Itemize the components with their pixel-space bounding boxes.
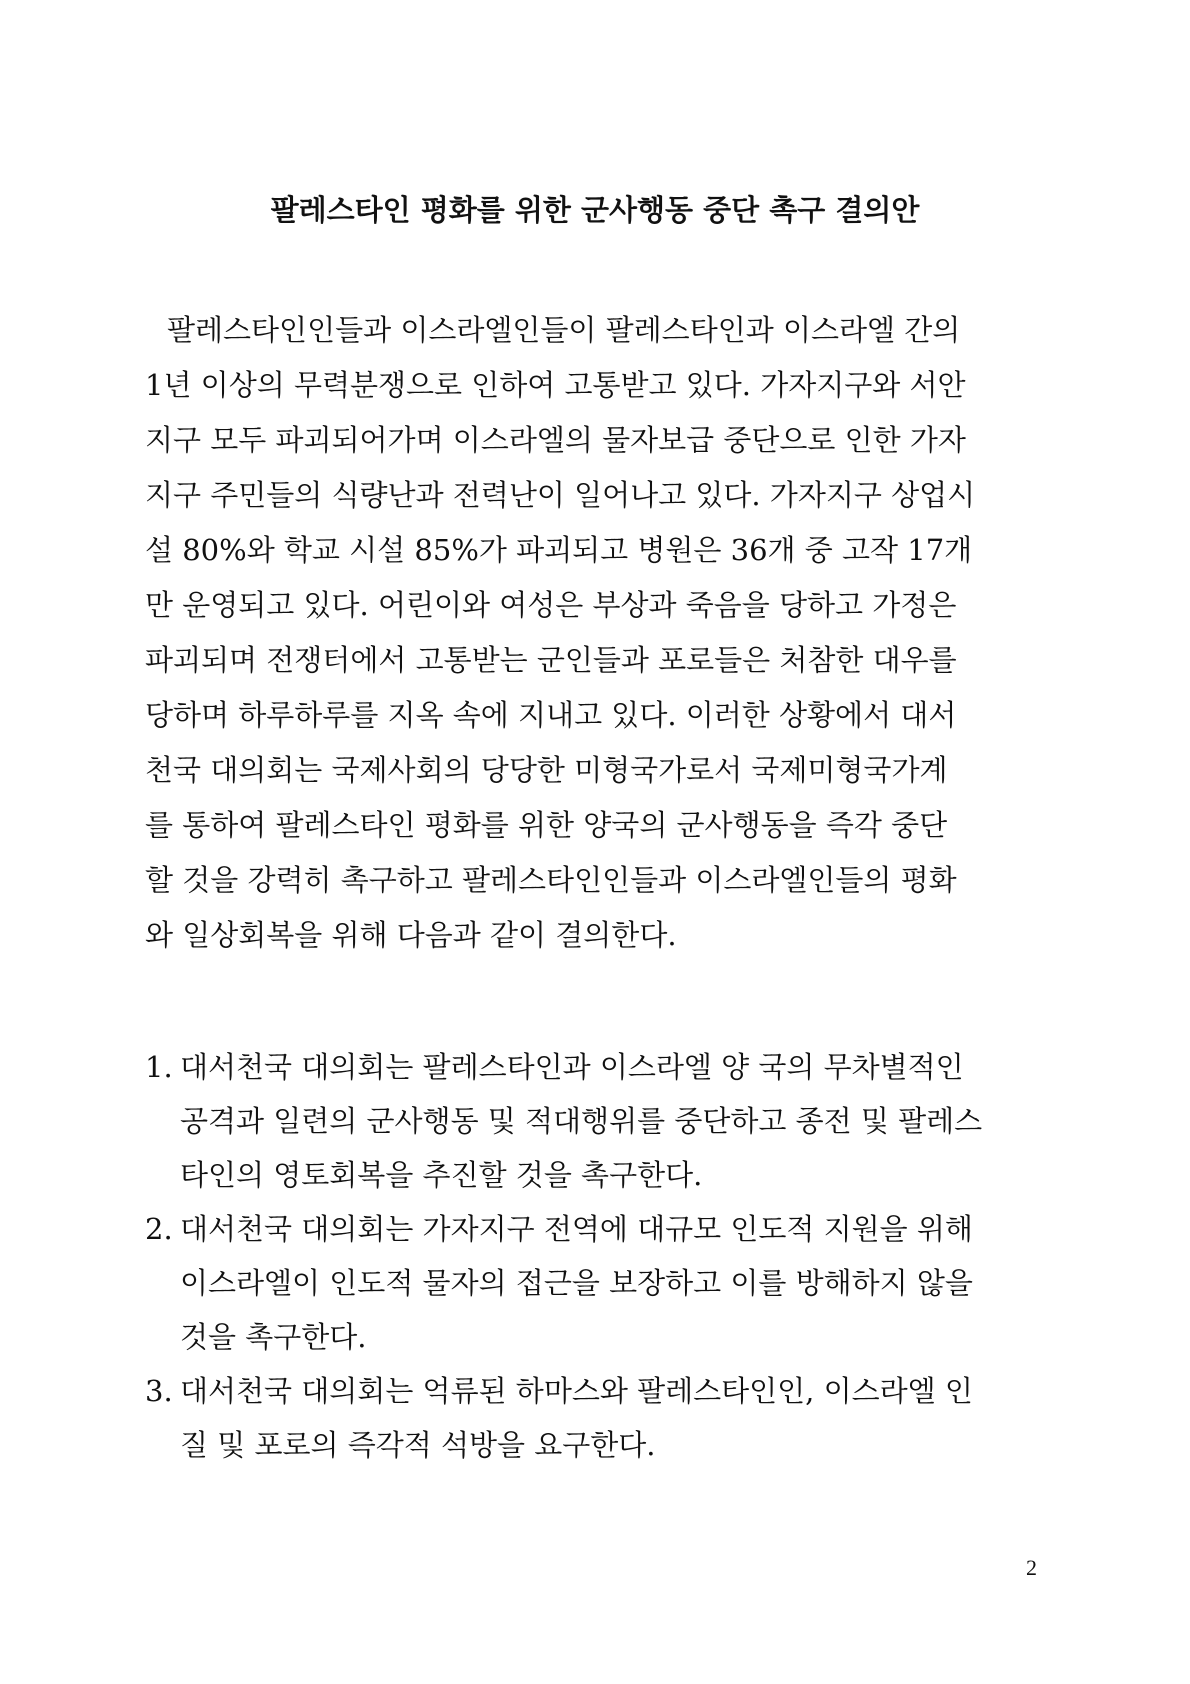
resolution-line: 공격과 일련의 군사행동 및 적대행위를 중단하고 종전 및 팔레스 [180,1104,983,1138]
paragraph-line: 지구 주민들의 식량난과 전력난이 일어나고 있다. 가자지구 상업시 [145,478,976,512]
paragraph-line: 당하며 하루하루를 지옥 속에 지내고 있다. 이러한 상황에서 대서 [145,698,957,732]
resolution-line: 질 및 포로의 즉각적 석방을 요구한다. [180,1428,656,1462]
paragraph-line: 를 통하여 팔레스타인 평화를 위한 양국의 군사행동을 즉각 중단 [145,808,948,842]
resolution-number: 1. [145,1050,173,1084]
resolution-number: 3. [145,1374,173,1408]
paragraph-line: 만 운영되고 있다. 어린이와 여성은 부상과 죽음을 당하고 가정은 [145,588,957,622]
paragraph-line: 팔레스타인인들과 이스라엘인들이 팔레스타인과 이스라엘 간의 [167,313,961,347]
resolution-line: 대서천국 대의회는 억류된 하마스와 팔레스타인인, 이스라엘 인 [180,1374,973,1408]
paragraph-line: 파괴되며 전쟁터에서 고통받는 군인들과 포로들은 처참한 대우를 [145,643,957,677]
preamble-paragraph [145,303,1055,963]
paragraph-line: 지구 모두 파괴되어가며 이스라엘의 물자보급 중단으로 인한 가자 [145,423,966,457]
paragraph-line: 할 것을 강력히 촉구하고 팔레스타인인들과 이스라엘인들의 평화 [145,863,957,897]
resolution-item-2 [145,1202,1055,1364]
resolution-line: 이스라엘이 인도적 물자의 접근을 보장하고 이를 방해하지 않을 [180,1266,973,1300]
resolution-line: 타인의 영토회복을 추진할 것을 촉구한다. [180,1158,703,1192]
resolution-line: 대서천국 대의회는 팔레스타인과 이스라엘 양 국의 무차별적인 [180,1050,964,1084]
resolution-item-1 [145,1040,1055,1202]
paragraph-line: 천국 대의회는 국제사회의 당당한 미형국가로서 국제미형국가계 [145,753,948,787]
resolution-item-3 [145,1364,1055,1472]
paragraph-line: 와 일상회복을 위해 다음과 같이 결의한다. [145,918,677,952]
paragraph-line: 설 80%와 학교 시설 85%가 파괴되고 병원은 36개 중 고작 17개 [145,533,973,567]
resolution-number: 2. [145,1212,173,1246]
resolution-line: 것을 촉구한다. [180,1320,367,1354]
document-title: 팔레스타인 평화를 위한 군사행동 중단 촉구 결의안 [270,193,920,227]
resolution-line: 대서천국 대의회는 가자지구 전역에 대규모 인도적 지원을 위해 [180,1212,973,1246]
page-number: 2 [1026,1555,1037,1580]
paragraph-line: 1년 이상의 무력분쟁으로 인하여 고통받고 있다. 가자지구와 서안 [145,368,966,402]
resolution-list [145,1040,1055,1472]
